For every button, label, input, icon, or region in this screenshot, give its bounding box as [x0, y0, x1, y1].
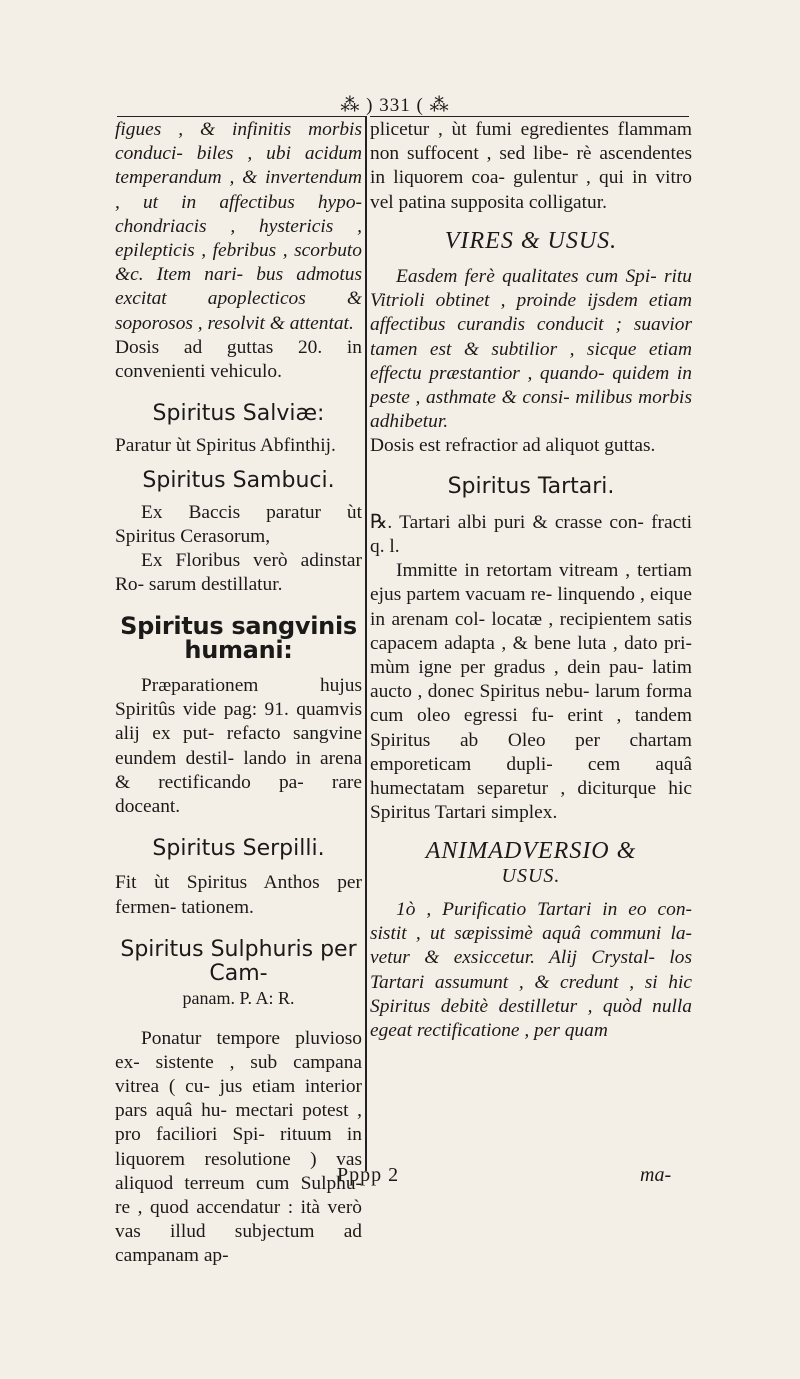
- paragraph: Præparationem hujus Spiritûs vide pag: 91. quamvis alij ex put- refacto sangvine eundem destil- lando in arena & rectificando pa- rare doceant.: [115, 675, 362, 818]
- section-heading: Spiritus Sambuci.: [142, 467, 335, 493]
- paragraph: Immitte in retortam vitream , tertiam ejus partem vacuam re- linquendo , eique in arenam col- locatæ , recipientem satis capacem adapta , & bene luta , dato pri- mùm igne per gradus , dein pau- latim aucto , donec Spiritus nebu- larum forma cum oleo egressi fu- erint , tandem Spiritus ab Oleo per chartam emporeticam dupli- cem aquâ humectatam separetur , diciturque hic Spiritus Tartari simplex.: [370, 560, 692, 824]
- signature-mark: Pppp 2: [337, 1164, 400, 1186]
- paragraph: 1ò , Purificatio Tartari in eo con- sistit , ut sæpissimè aquâ communi la- vetur & exsiccetur. Alij Crystal- los Tartari assumunt , & credunt , si hic Spiritus debitè destilletur , quòd nulla egeat rectificatione , per quam: [370, 898, 692, 1041]
- left-column: [115, 118, 362, 1269]
- paragraph: Paratur ùt Spiritus Abfinthij.: [115, 435, 336, 457]
- paragraph: Dosis est refractior ad aliquot guttas.: [370, 435, 656, 457]
- section-heading: ANIMADVERSIO &: [425, 838, 637, 865]
- paragraph: figues , & infinitis morbis conduci- biles , ubi acidum temperandum , & invertendum , ut in affectibus hypo- chondriacis , hystericis , epilepticis , febribus , scorbuto &c. Item nari- bus admotus excitat apoplecticos & soporosos , resolvit & attentat.: [115, 119, 362, 334]
- section-heading: USUS.: [501, 864, 561, 887]
- paragraph: Fit ùt Spiritus Anthos per fermen- tationem.: [115, 872, 362, 918]
- recipe-line: ℞. Tartari albi puri & crasse con- fracti q. l.: [370, 511, 692, 558]
- header-rule-left: [117, 116, 367, 117]
- section-subheading: panam. P. A: R.: [182, 988, 295, 1009]
- section-heading: VIRES & USUS.: [444, 227, 618, 254]
- paragraph: Ponatur tempore pluvioso ex- sistente , sub campana vitrea ( cu- jus etiam interior pars aquâ hu- mectari potest , pro faciliori Spi- rituum in liquorem resolutione ) vas aliquod terreum cum Sulphu- re , quod accendatur : ità verò vas illud subjectum ad campanam ap-: [115, 1027, 362, 1267]
- paragraph: Ex Baccis paratur ùt Spiritus Cerasorum,: [115, 501, 362, 548]
- paragraph: Dosis ad guttas 20. in convenienti vehiculo.: [115, 336, 362, 383]
- catchword: ma-: [640, 1164, 672, 1186]
- paragraph: Ex Floribus verò adinstar Ro- sarum destillatur.: [115, 550, 362, 596]
- paragraph: Easdem ferè qualitates cum Spi- ritu Vitrioli obtinet , proinde ijsdem etiam affectibus curandis conducit ; suavior tamen est & subtilior , sicque etiam effectu præstantior , quando- quidem in peste , asthmate & consi- milibus morbis adhibetur.: [370, 266, 692, 433]
- section-heading: Spiritus Sulphuris per Cam-: [120, 936, 357, 987]
- paragraph: plicetur , ùt fumi egredientes flammam non suffocent , sed libe- rè ascendentes in liquorem coa- gulentur , qui in vitro vel patina supposita colligatur.: [370, 119, 692, 213]
- section-heading: Spiritus Salviæ:: [152, 401, 325, 427]
- column-divider: [365, 116, 367, 1171]
- section-heading: Spiritus Tartari.: [447, 473, 615, 499]
- header-rule-right: [370, 116, 689, 117]
- section-heading: Spiritus Serpilli.: [152, 836, 325, 862]
- right-column: [370, 118, 692, 1043]
- page-header: ⁂ ) 331 ( ⁂: [340, 95, 450, 116]
- section-heading: Spiritus sangvinis humani:: [120, 611, 357, 664]
